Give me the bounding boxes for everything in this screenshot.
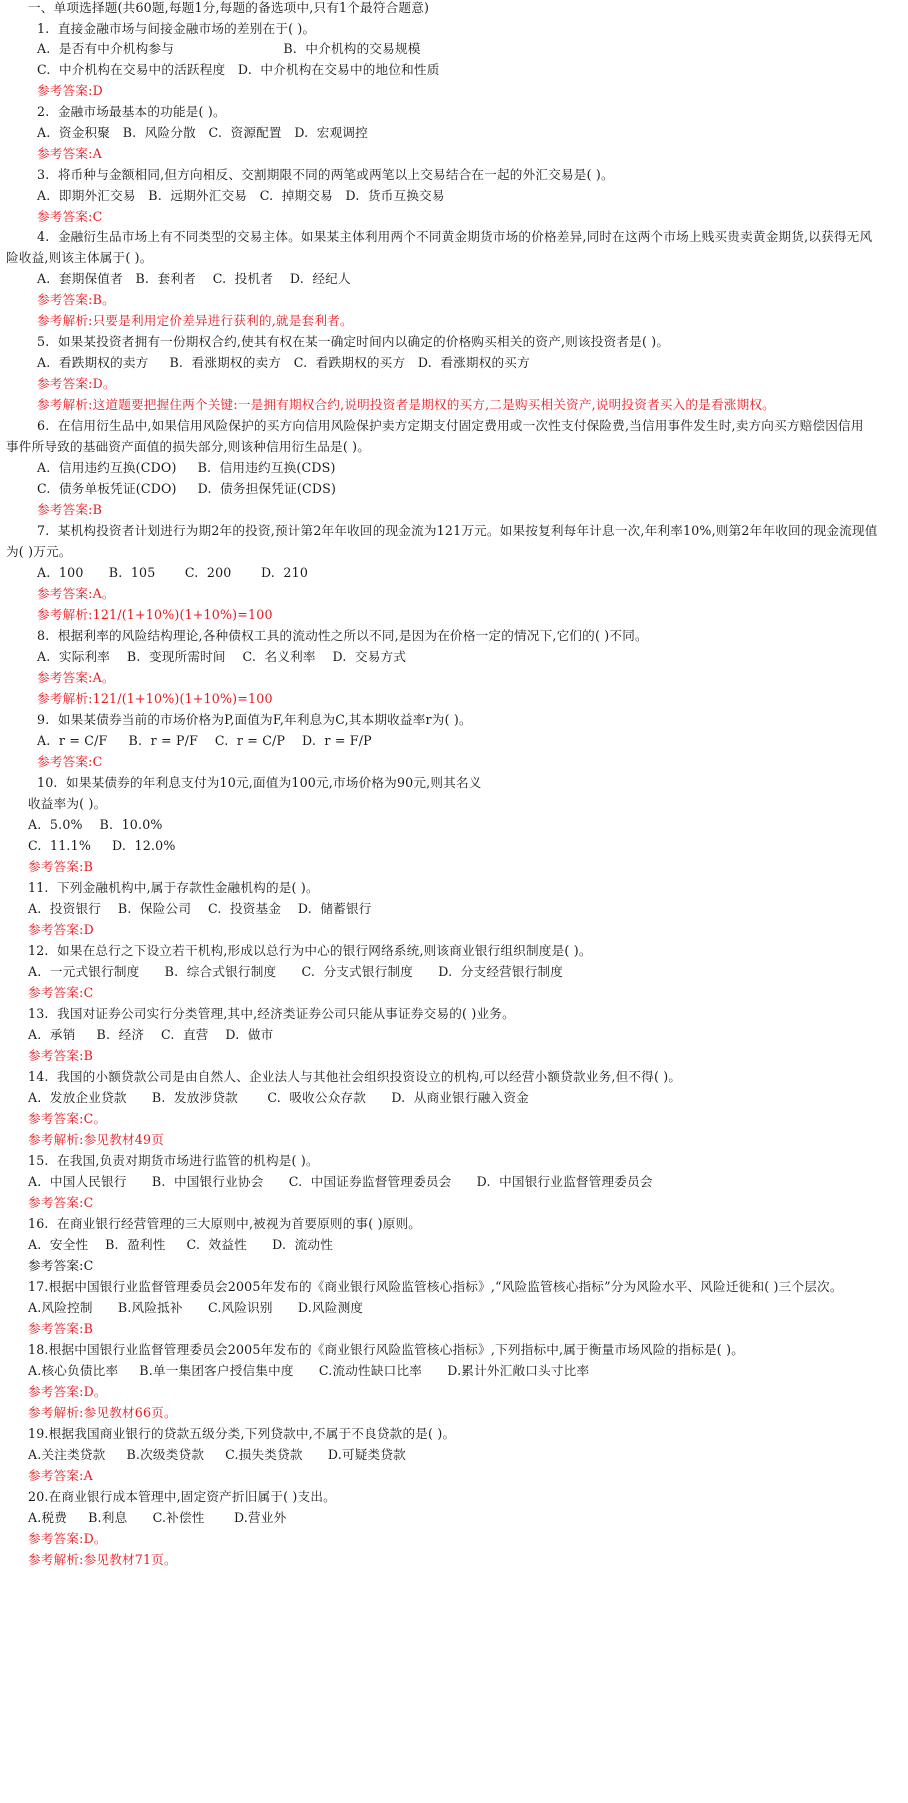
question-15-options: A. 中国人民银行 B. 中国银行业协会 C. 中国证券监督管理委员会 D. 中国银行业监督管理委员会: [28, 1174, 653, 1189]
question-15-answer: 参考答案:C: [28, 1195, 94, 1210]
question-4-stem: 4. 金融衍生品市场上有不同类型的交易主体。如果某主体利用两个不同黄金期货市场的价格差异,同时在这两个市场上贱买贵卖黄金期货,以获得无风: [37, 229, 873, 244]
question-10-stem: 10. 如果某债券的年利息支付为10元,面值为100元,市场价格为90元,则其名义: [37, 775, 482, 790]
question-14-analysis: 参考解析:参见教材49页: [28, 1132, 165, 1147]
question-18-options: A.核心负债比率 B.单一集团客户授信集中度 C.流动性缺口比率 D.累计外汇敞口头寸比率: [28, 1363, 590, 1378]
question-10-options: C. 11.1% D. 12.0%: [28, 838, 176, 853]
question-11-options: A. 投资银行 B. 保险公司 C. 投资基金 D. 储蓄银行: [28, 901, 372, 916]
question-1-stem: 1. 直接金融市场与间接金融市场的差别在于( )。: [37, 21, 316, 36]
question-1-options: A. 是否有中介机构参与 B. 中介机构的交易规模: [37, 41, 421, 56]
question-9-options: A. r = C/F B. r = P/F C. r = C/P D. r = F/P: [37, 733, 372, 748]
question-10-options: A. 5.0% B. 10.0%: [28, 817, 163, 832]
question-13-stem: 13. 我国对证券公司实行分类管理,其中,经济类证券公司只能从事证券交易的( )业务。: [28, 1006, 515, 1021]
question-5-answer: 参考答案:D。: [37, 376, 116, 391]
question-7-answer: 参考答案:A。: [37, 586, 115, 601]
question-19-answer: 参考答案:A: [28, 1468, 93, 1483]
section-title: 一、单项选择题(共60题,每题1分,每题的备选项中,只有1个最符合题意): [28, 0, 430, 15]
question-2-stem: 2. 金融市场最基本的功能是( )。: [37, 104, 226, 119]
question-12-answer: 参考答案:C: [28, 985, 94, 1000]
question-20-answer: 参考答案:D。: [28, 1531, 107, 1546]
question-20-stem: 20.在商业银行成本管理中,固定资产折旧属于( )支出。: [28, 1489, 336, 1504]
question-5-analysis: 参考解析:这道题要把握住两个关键:一是拥有期权合约,说明投资者是期权的买方,二是购买相关资产,说明投资者买入的是看涨期权。: [37, 397, 775, 412]
question-14-options: A. 发放企业贷款 B. 发放涉贷款 C. 吸收公众存款 D. 从商业银行融入资金: [28, 1090, 529, 1105]
question-16-answer: 参考答案:C: [28, 1258, 94, 1273]
question-5-options: A. 看跌期权的卖方 B. 看涨期权的卖方 C. 看跌期权的买方 D. 看涨期权的买方: [37, 355, 530, 370]
question-20-options: A.税费 B.利息 C.补偿性 D.营业外: [28, 1510, 287, 1525]
question-19-options: A.关注类贷款 B.次级类贷款 C.损失类贷款 D.可疑类贷款: [28, 1447, 406, 1462]
question-4-analysis: 参考解析:只要是利用定价差异进行获利的,就是套利者。: [37, 313, 353, 328]
question-14-answer: 参考答案:C。: [28, 1111, 107, 1126]
question-16-stem: 16. 在商业银行经营管理的三大原则中,被视为首要原则的事( )原则。: [28, 1216, 422, 1231]
question-9-answer: 参考答案:C: [37, 754, 103, 769]
question-11-answer: 参考答案:D: [28, 922, 94, 937]
question-15-stem: 15. 在我国,负责对期货市场进行监管的机构是( )。: [28, 1153, 319, 1168]
question-10-answer: 参考答案:B: [28, 859, 94, 874]
question-6-answer: 参考答案:B: [37, 502, 103, 517]
question-4-options: A. 套期保值者 B. 套利者 C. 投机者 D. 经纪人: [37, 271, 351, 286]
question-12-stem: 12. 如果在总行之下设立若干机构,形成以总行为中心的银行网络系统,则该商业银行组织制度是( )。: [28, 943, 592, 958]
question-6-options: C. 债务单板凭证(CDO) D. 债务担保凭证(CDS): [37, 481, 337, 496]
question-20-analysis: 参考解析:参见教材71页。: [28, 1552, 177, 1567]
question-8-analysis: 参考解析:121/(1+10%)(1+10%)=100: [37, 691, 273, 706]
question-6-stem-cont: 事件所导致的基础资产面值的损失部分,则该种信用衍生品是( )。: [6, 439, 371, 454]
question-12-options: A. 一元式银行制度 B. 综合式银行制度 C. 分支式银行制度 D. 分支经营银行制度: [28, 964, 564, 979]
question-16-options: A. 安全性 B. 盈利性 C. 效益性 D. 流动性: [28, 1237, 333, 1252]
question-4-answer: 参考答案:B。: [37, 292, 115, 307]
question-7-stem: 7. 某机构投资者计划进行为期2年的投资,预计第2年年收回的现金流为121万元。如果按复利每年计息一次,年利率10%,则第2年年收回的现金流现值: [37, 523, 878, 538]
question-10-stem-cont: 收益率为( )。: [28, 796, 107, 811]
question-17-stem: 17.根据中国银行业监督管理委员会2005年发布的《商业银行风险监管核心指标》,“风险监管核心指标”分为风险水平、风险迁徙和( )三个层次。: [28, 1279, 843, 1294]
question-8-options: A. 实际利率 B. 变现所需时间 C. 名义利率 D. 交易方式: [37, 649, 407, 664]
question-14-stem: 14. 我国的小额贷款公司是由自然人、企业法人与其他社会组织投资设立的机构,可以经营小额贷款业务,但不得( )。: [28, 1069, 682, 1084]
question-3-options: A. 即期外汇交易 B. 远期外汇交易 C. 掉期交易 D. 货币互换交易: [37, 188, 445, 203]
question-7-analysis: 参考解析:121/(1+10%)(1+10%)=100: [37, 607, 273, 622]
question-18-answer: 参考答案:D。: [28, 1384, 107, 1399]
question-7-options: A. 100 B. 105 C. 200 D. 210: [37, 565, 309, 580]
question-6-options: A. 信用违约互换(CDO) B. 信用违约互换(CDS): [37, 460, 336, 475]
question-5-stem: 5. 如果某投资者拥有一份期权合约,使其有权在某一确定时间内以确定的价格购买相关的资产,则该投资者是( )。: [37, 334, 670, 349]
question-7-stem-cont: 为( )万元。: [6, 544, 72, 559]
question-17-options: A.风险控制 B.风险抵补 C.风险识别 D.风险测度: [28, 1300, 364, 1315]
question-13-answer: 参考答案:B: [28, 1048, 94, 1063]
question-17-answer: 参考答案:B: [28, 1321, 94, 1336]
question-2-answer: 参考答案:A: [37, 146, 102, 161]
question-9-stem: 9. 如果某债券当前的市场价格为P,面值为F,年利息为C,其本期收益率r为( )。: [37, 712, 472, 727]
question-18-analysis: 参考解析:参见教材66页。: [28, 1405, 177, 1420]
question-8-stem: 8. 根据利率的风险结构理论,各种债权工具的流动性之所以不同,是因为在价格一定的情况下,它们的( )不同。: [37, 628, 648, 643]
question-1-answer: 参考答案:D: [37, 83, 103, 98]
question-8-answer: 参考答案:A。: [37, 670, 115, 685]
question-6-stem: 6. 在信用衍生品中,如果信用风险保护的买方向信用风险保护卖方定期支付固定费用或一次性支付保险费,当信用事件发生时,卖方向买方赔偿因信用: [37, 418, 864, 433]
question-1-options: C. 中介机构在交易中的活跃程度 D. 中介机构在交易中的地位和性质: [37, 62, 440, 77]
question-13-options: A. 承销 B. 经济 C. 直营 D. 做市: [28, 1027, 274, 1042]
question-4-stem-cont: 险收益,则该主体属于( )。: [6, 250, 153, 265]
question-2-options: A. 资金积聚 B. 风险分散 C. 资源配置 D. 宏观调控: [37, 125, 368, 140]
question-11-stem: 11. 下列金融机构中,属于存款性金融机构的是( )。: [28, 880, 319, 895]
question-18-stem: 18.根据中国银行业监督管理委员会2005年发布的《商业银行风险监管核心指标》,下列指标中,属于衡量市场风险的指标是( )。: [28, 1342, 745, 1357]
question-19-stem: 19.根据我国商业银行的贷款五级分类,下列贷款中,不属于不良贷款的是( )。: [28, 1426, 456, 1441]
question-3-stem: 3. 将币种与金额相同,但方向相反、交割期限不同的两笔或两笔以上交易结合在一起的外汇交易是( )。: [37, 167, 614, 182]
question-3-answer: 参考答案:C: [37, 209, 103, 224]
